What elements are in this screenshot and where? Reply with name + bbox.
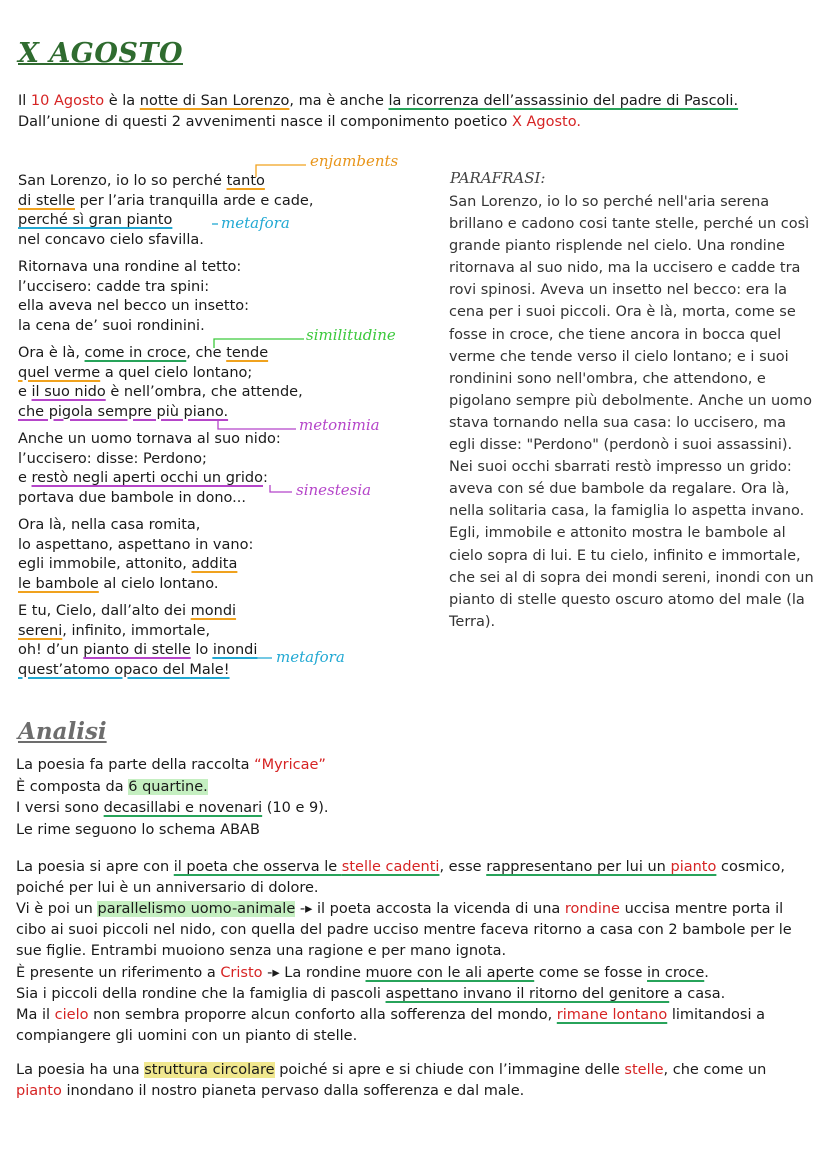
- annotation-similitudine: similitudine: [306, 326, 396, 344]
- body-paragraph-6: La poesia ha una struttura circolare poiché si apre e si chiude con l’immagine delle stelle, che come un pianto inondano il nostro pianeta pervaso dalla sofferenza e dal male.: [16, 1062, 767, 1100]
- poem-stanza-6: E tu, Cielo, dall’alto dei mondi sereni, infinito, immortale, oh! d’un pianto di stelle lo inondi quest’atomo opaco del Male!: [18, 603, 258, 678]
- annotation-metafora-2: metafora: [276, 648, 345, 666]
- analisi-line-1: La poesia fa parte della raccolta “Myricae”: [16, 757, 326, 773]
- poem-stanza-1: San Lorenzo, io lo so perché tanto di stelle per l’aria tranquilla arde e cade, perché sì gran pianto nel concavo cielo sfavilla.: [18, 173, 314, 248]
- annotation-enjambents: enjambents: [310, 152, 399, 170]
- body-paragraph-3: È presente un riferimento a Cristo -▸ La rondine muore con le ali aperte come se fosse in croce.: [16, 965, 709, 981]
- poem-stanza-2: Ritornava una rondine al tetto: l’uccisero: cadde tra spini: ella aveva nel becco un insetto: la cena de’ suoi rondinini.: [18, 259, 250, 334]
- poem-stanza-5: Ora là, nella casa romita, lo aspettano, aspettano in vano: egli immobile, attonito, addita le bambole al cielo lontano.: [18, 517, 254, 592]
- enjambents-connector: [256, 165, 306, 177]
- analisi-line-4: Le rime seguono lo schema ABAB: [16, 821, 260, 838]
- body-paragraph-4: Sia i piccoli della rondine che la famiglia di pascoli aspettano invano il ritorno del genitore a casa.: [16, 986, 726, 1002]
- body-paragraph-1: La poesia si apre con il poeta che osserva le stelle cadenti, esse rappresentano per lui un pianto cosmico, poiché per lui è un anniversario di dolore.: [16, 859, 785, 897]
- body-paragraph-2: Vi è poi un parallelismo uomo-animale -▸ il poeta accosta la vicenda di una rondine uccisa mentre porta il cibo ai suoi piccoli nel nido, con quella del padre ucciso mentre faceva ritorno a casa con 2 bambole per le sue figlie. Entrambi muoiono senza una ragione e per mano ignota.: [16, 901, 792, 960]
- analisi-list: [16, 755, 329, 841]
- body-paragraph-5: Ma il cielo non sembra proporre alcun conforto alla sofferenza del mondo, rimane lontano limitandosi a compiangere gli uomini con un pianto di stelle.: [16, 1007, 765, 1045]
- annotation-metonimia: metonimia: [299, 416, 380, 434]
- analisi-line-2: È composta da 6 quartine.: [16, 778, 208, 795]
- intro-line-1: Il 10 Agosto è la notte di San Lorenzo, ma è anche la ricorrenza dell’assassinio del padre di Pascoli.: [18, 93, 739, 109]
- analisi-title: Analisi: [18, 718, 107, 745]
- similitudine-connector: [214, 339, 304, 348]
- annotation-sinestesia: sinestesia: [296, 481, 372, 499]
- poem-stanza-4: Anche un uomo tornava al suo nido: l’uccisero: disse: Perdono; e restò negli aperti occhi un grido: portava due bambole in dono...: [18, 431, 281, 506]
- analisi-line-3: I versi sono decasillabi e novenari (10 e 9).: [16, 800, 329, 816]
- metonimia-connector: [218, 420, 296, 429]
- parafrasi-text: San Lorenzo, io lo so perché nell'aria serena brillano e cadono cosi tante stelle, perché un così grande pianto risplende nel cielo. Una rondine ritornava al suo nido, ma la uccisero e cadde tra rovi spinosi. Aveva un insetto nel becco: era la cena per i suoi piccoli. Ora è là, morta, come se fosse in croce, che tiene ancora in bocca quel verme che tende verso il cielo lontano; e i suoi rondinini sono nell'ombra, che attendono, e pigolano sempre più debolmente. Anche un uomo stava tornando nella sua casa: lo uccisero, ma egli disse: "Perdono" (perdonò i suoi assassini). Nei suoi occhi sbarrati restò impresso un grido: aveva con sé due bambole da regalare. Ora là, nella solitaria casa, la famiglia lo aspetta invano. Egli, immobile e attonito mostra le bambole al cielo sopra di lui. E tu cielo, infinito e immortale, che sei al di sopra dei mondi sereni, inondi con un pianto di stelle questo oscuro atomo del male (la Terra).: [449, 194, 814, 630]
- intro-line-2: Dall’unione di questi 2 avvenimenti nasce il componimento poetico X Agosto.: [18, 114, 581, 130]
- poem-stanza-3: Ora è là, come in croce, che tende quel verme a quel cielo lontano; e il suo nido è nell’ombra, che attende, che pigola sempre più piano.: [18, 345, 303, 420]
- page-title: X AGOSTO: [18, 38, 183, 69]
- parafrasi-title: PARAFRASI:: [450, 169, 546, 187]
- sinestesia-connector: [270, 485, 292, 492]
- annotation-metafora-1: metafora: [221, 214, 290, 232]
